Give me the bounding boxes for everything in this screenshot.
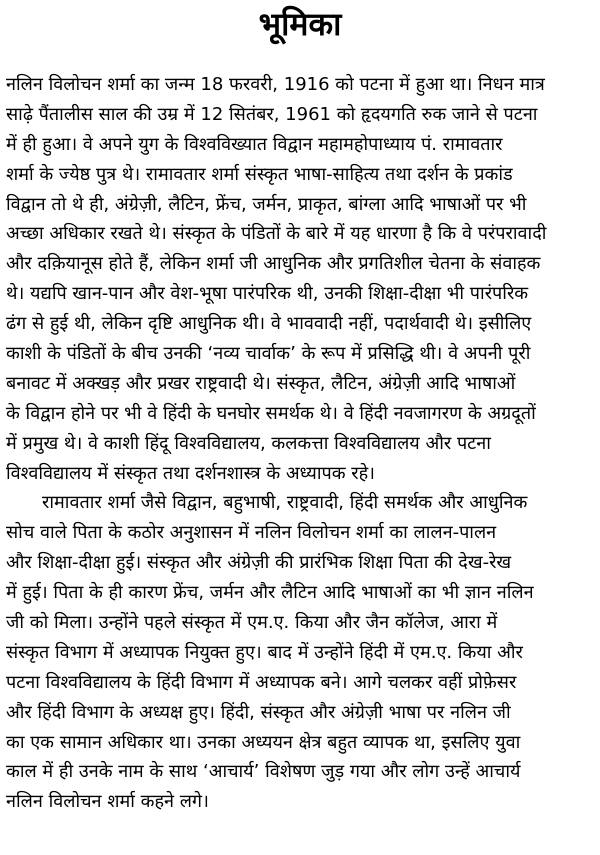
text-line: में हुई। पिता के ही कारण फ्रेंच, जर्मन और लैटिन आदि भाषाओं का भी ज्ञान नलिन — [6, 582, 534, 604]
text-line: विश्वविद्यालय में संस्कृत तथा दर्शनशास्त्र के अध्यापक रहे। — [6, 462, 375, 484]
text-line: और हिंदी विभाग के अध्यक्ष हुए। हिंदी, संस्कृत और अंग्रेज़ी भाषा पर नलिन जी — [6, 701, 511, 723]
text-line: पटना विश्वविद्यालय के हिंदी विभाग में अध्यापक बने। आगे चलकर वहीं प्रोफ़ेसर — [6, 671, 517, 693]
text-line: साढ़े पैंतालीस साल की उम्र में 12 सितंबर, 1961 को हृदयगति रुक जाने से पटना — [6, 103, 538, 125]
text-line: काशी के पंडितों के बीच उनकी ‘नव्य चार्वाक’ के रूप में प्रसिद्धि थी। वे अपनी पूरी — [6, 343, 531, 365]
text-line: और दक़ियानूस होते हैं, लेकिन शर्मा जी आधुनिक और प्रगतिशील चेतना के संवाहक — [6, 253, 541, 275]
text-line: नलिन विलोचन शर्मा कहने लगे। — [6, 791, 209, 813]
text-line: जी को मिला। उन्होंने पहले संस्कृत में एम.ए. किया और जैन कॉलेज, आरा में — [6, 612, 498, 634]
text-line: संस्कृत विभाग में अध्यापक नियुक्त हुए। बाद में उन्होंने हिंदी में एम.ए. किया और — [6, 641, 523, 663]
text-line: में प्रमुख थे। वे काशी हिंदू विश्वविद्यालय, कलकत्ता विश्वविद्यालय और पटना — [6, 432, 491, 454]
paragraph-2 — [6, 488, 596, 817]
text-line: सोच वाले पिता के कठोर अनुशासन में नलिन विलोचन शर्मा का लालन-पालन — [6, 522, 497, 544]
paragraph-1 — [6, 70, 596, 488]
text-line: बनावट में अक्खड़ और प्रखर राष्ट्रवादी थे। संस्कृत, लैटिन, अंग्रेज़ी आदि भाषाओं — [6, 372, 516, 394]
text-line: के विद्वान होने पर भी वे हिंदी के घनघोर समर्थक थे। वे हिंदी नवजागरण के अग्रदूतों — [6, 402, 536, 424]
text-line: थे। यद्यपि खान-पान और वेश-भूषा पारंपरिक थी, उनकी शिक्षा-दीक्षा भी पारंपरिक — [6, 283, 529, 305]
text-line: रामावतार शर्मा जैसे विद्वान, बहुभाषी, राष्ट्रवादी, हिंदी समर्थक और आधुनिक — [42, 492, 528, 514]
body-text — [6, 70, 596, 817]
text-line: काल में ही उनके नाम के साथ ‘आचार्य’ विशेषण जुड़ गया और लोग उन्हें आचार्य — [6, 761, 521, 783]
text-line: और शिक्षा-दीक्षा हुई। संस्कृत और अंग्रेज़ी की प्रारंभिक शिक्षा पिता की देख-रेख — [6, 552, 512, 574]
text-line: नलिन विलोचन शर्मा का जन्म 18 फरवरी, 1916 को पटना में हुआ था। निधन मात्र — [6, 74, 545, 95]
text-line: ढंग से हुई थी, लेकिन दृष्टि आधुनिक थी। वे भाववादी नहीं, पदार्थवादी थे। इसीलिए — [6, 313, 532, 335]
text-line: में ही हुआ। वे अपने युग के विश्वविख्यात विद्वान महामहोपाध्याय पं. रामावतार — [6, 133, 503, 155]
page-title: भूमिका — [258, 5, 342, 43]
text-line: विद्वान तो थे ही, अंग्रेज़ी, लैटिन, फ्रेंच, जर्मन, प्राकृत, बांग्ला आदि भाषाओं पर भी — [6, 193, 527, 215]
text-line: अच्छा अधिकार रखते थे। संस्कृत के पंडितों के बारे में यह धारणा है कि वे परंपरावादी — [6, 223, 547, 245]
text-line: का एक सामान अधिकार था। उनका अध्ययन क्षेत्र बहुत व्यापक था, इसलिए युवा — [6, 731, 521, 753]
text-line: शर्मा के ज्येष्ठ पुत्र थे। रामावतार शर्मा संस्कृत भाषा-साहित्य तथा दर्शन के प्रकांड — [6, 163, 513, 185]
